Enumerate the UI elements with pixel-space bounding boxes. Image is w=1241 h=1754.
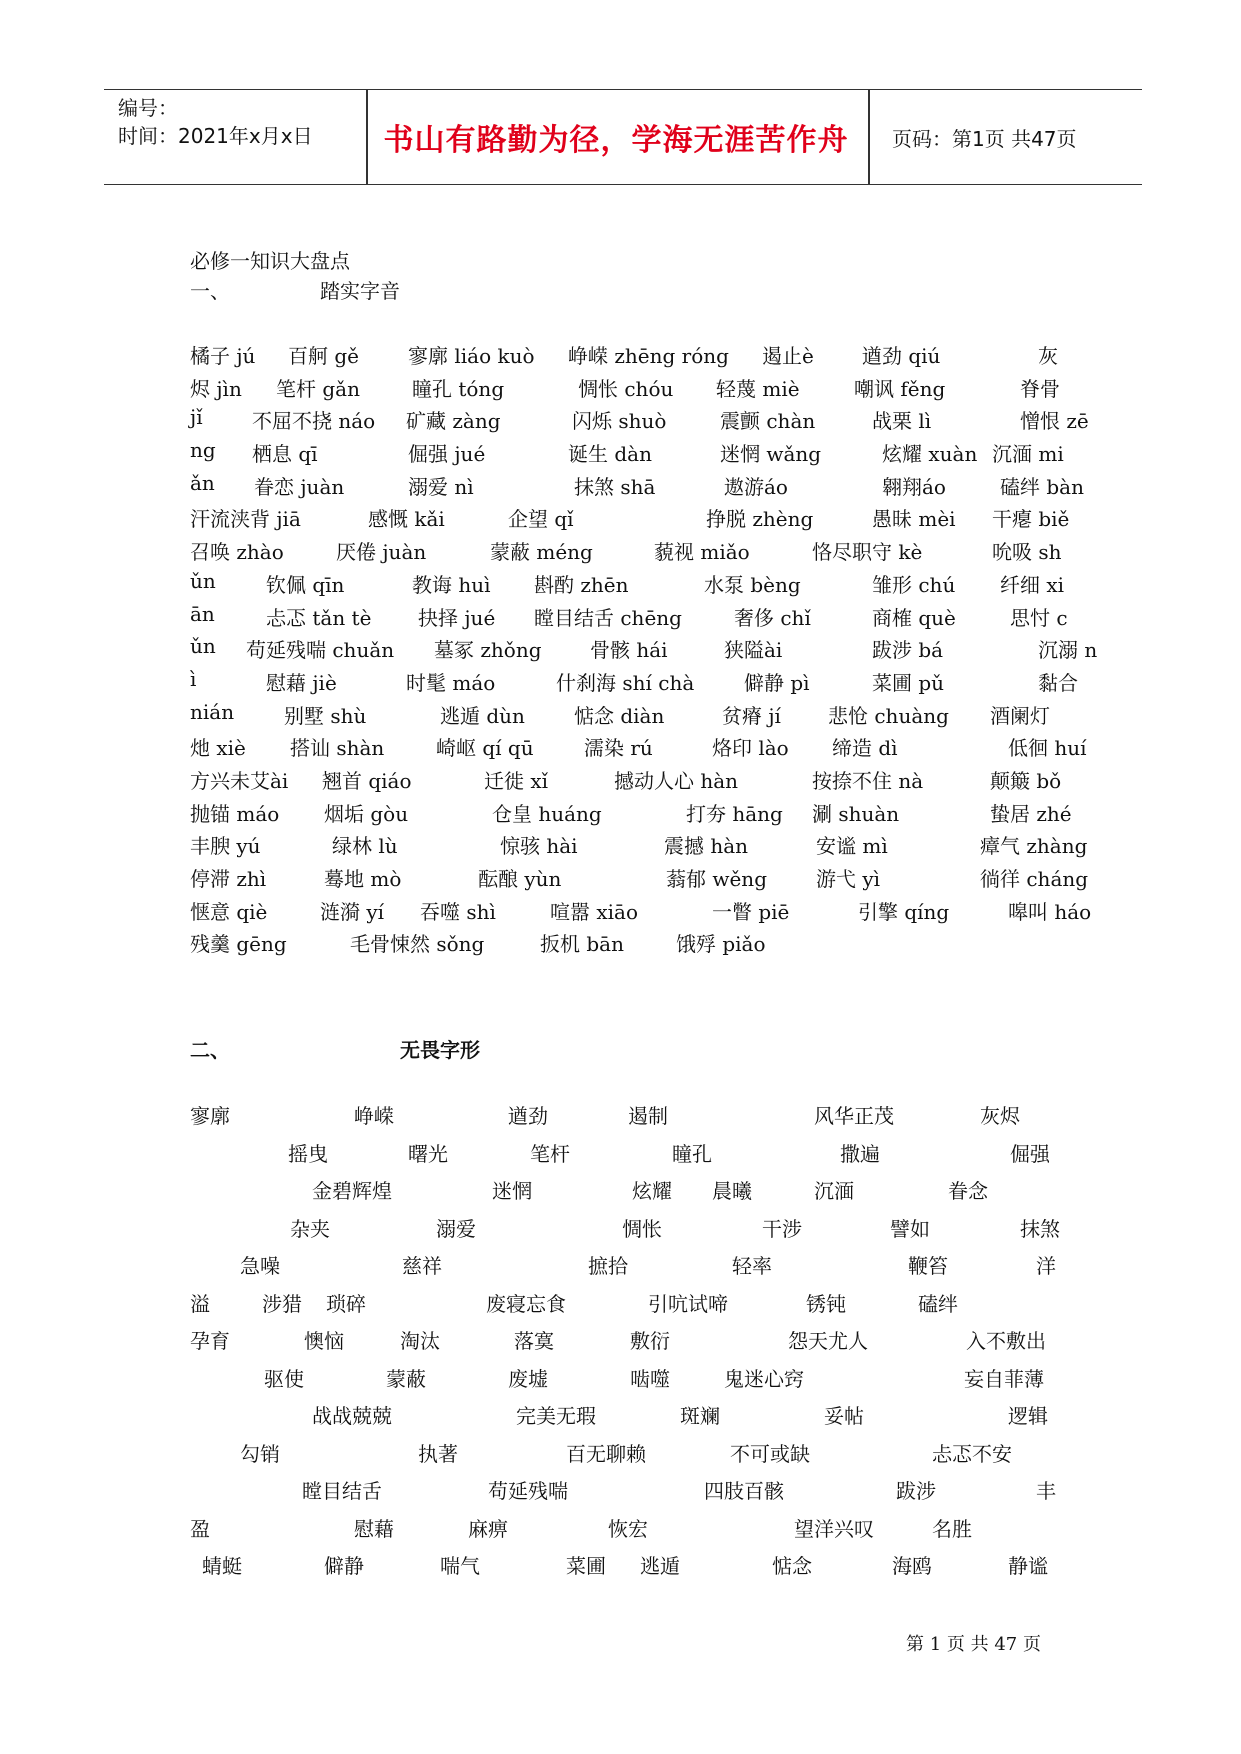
word-entry: 炫耀	[632, 1179, 672, 1203]
header-page-code: 页码：第1页 共47页	[892, 126, 1077, 151]
pinyin-entry: 低徊 huí	[1008, 736, 1087, 761]
word-row	[190, 1213, 1060, 1251]
pinyin-entry: 安谧 mì	[816, 834, 888, 859]
word-entry: 惦念	[772, 1554, 812, 1578]
word-entry: 啮噬	[630, 1366, 670, 1391]
pinyin-entry: 瘴气 zhàng	[980, 834, 1088, 859]
pinyin-entry: jǐ	[190, 405, 203, 430]
pinyin-entry: 战栗 lì	[872, 409, 932, 434]
pinyin-entry: 不屈不挠 náo	[252, 409, 376, 434]
word-entry: 磕绊	[918, 1291, 958, 1316]
pinyin-entry: 眷恋 juàn	[254, 474, 345, 499]
word-row	[190, 1513, 1060, 1551]
page-footer: 第 1 页 共 47 页	[906, 1634, 1041, 1655]
word-row	[190, 1438, 1060, 1476]
pinyin-entry: 憎恨 zē	[1020, 409, 1089, 434]
word-entry: 摭拾	[588, 1254, 628, 1278]
word-list	[190, 1100, 1060, 1588]
word-entry: 洋	[1036, 1254, 1056, 1278]
pinyin-entry: 涮 shuàn	[812, 801, 900, 826]
word-entry: 涉猎	[262, 1291, 302, 1316]
pinyin-row	[190, 340, 1060, 373]
pinyin-row	[190, 666, 1078, 700]
word-entry: 静谧	[1008, 1554, 1048, 1578]
word-entry: 望洋兴叹	[794, 1516, 874, 1541]
word-entry: 抹煞	[1020, 1216, 1060, 1241]
pinyin-entry: ng	[190, 438, 216, 463]
pinyin-entry: 方兴未艾ài	[190, 768, 289, 793]
word-entry: 蜻蜓	[202, 1554, 242, 1578]
pinyin-row	[190, 634, 1098, 667]
pinyin-row	[190, 863, 1089, 896]
pinyin-entry: 惆怅 chóu	[578, 376, 674, 401]
word-entry: 干涉	[762, 1216, 802, 1241]
pinyin-entry: 迁徙 xǐ	[484, 768, 549, 793]
pinyin-entry: 思忖 c	[1010, 605, 1068, 630]
word-row	[190, 1363, 1060, 1401]
word-entry: 敷衍	[630, 1329, 670, 1353]
pinyin-entry: 翘首 qiáo	[322, 768, 412, 793]
word-entry: 倔强	[1010, 1141, 1050, 1166]
word-entry: 轻率	[732, 1254, 772, 1278]
serial-label: 编号：	[118, 96, 178, 120]
pinyin-entry: ǔn	[190, 568, 216, 593]
word-entry: 废墟	[508, 1366, 548, 1391]
pinyin-entry: 涟漪 yí	[320, 899, 385, 924]
pinyin-row	[190, 438, 1064, 471]
word-row	[190, 1175, 1060, 1213]
word-entry: 海鸥	[892, 1554, 932, 1578]
word-row	[190, 1288, 1060, 1326]
pinyin-entry: 磕绊 bàn	[1000, 474, 1084, 499]
pinyin-entry: 沉湎 mi	[992, 442, 1064, 467]
word-entry: 懊恼	[304, 1329, 344, 1353]
section1-title: 踏实字音	[320, 279, 400, 303]
word-entry: 撒遍	[840, 1141, 880, 1166]
word-entry: 金碧辉煌	[312, 1179, 392, 1203]
header-motto: 书山有路勤为径，学海无涯苦作舟	[383, 123, 849, 158]
word-entry: 瞳孔	[672, 1141, 712, 1166]
pinyin-entry: 纤细 xi	[1000, 572, 1065, 597]
pinyin-entry: 骨骸 hái	[590, 638, 668, 663]
word-entry: 妥帖	[824, 1404, 864, 1428]
pinyin-entry: 遒劲 qiú	[862, 344, 941, 368]
pinyin-entry: 震撼 hàn	[664, 834, 749, 859]
pinyin-entry: 逃遁 dùn	[440, 703, 525, 728]
pinyin-entry: 狭隘ài	[724, 638, 783, 663]
pinyin-row	[190, 536, 1060, 569]
pinyin-entry: 打夯 hāng	[686, 801, 783, 826]
word-entry: 杂夹	[290, 1216, 330, 1241]
word-row	[190, 1550, 1060, 1588]
page-header	[104, 89, 1142, 185]
pinyin-entry: 抹煞 shā	[574, 474, 656, 499]
word-entry: 鞭笞	[908, 1254, 948, 1278]
word-entry: 恢宏	[608, 1516, 648, 1541]
word-entry: 譬如	[890, 1216, 930, 1241]
word-entry: 笔杆	[530, 1141, 570, 1166]
word-entry: 四肢百骸	[704, 1479, 784, 1503]
word-entry: 急噪	[240, 1254, 280, 1278]
section2-title: 无畏字形	[400, 1038, 480, 1062]
word-entry: 废寝忘食	[486, 1291, 566, 1316]
word-entry: 灰烬	[980, 1104, 1020, 1128]
pinyin-entry: 溺爱 nì	[408, 474, 474, 499]
pinyin-entry: 遨游áo	[724, 474, 788, 499]
pinyin-entry: 诞生 dàn	[568, 442, 652, 467]
word-entry: 淘汰	[400, 1329, 440, 1353]
pinyin-entry: 遏止è	[762, 344, 814, 368]
pinyin-row	[190, 373, 1060, 406]
word-entry: 麻痹	[468, 1516, 508, 1541]
pinyin-entry: 嘲讽 fěng	[854, 376, 946, 401]
pinyin-entry: 奢侈 chǐ	[734, 605, 811, 630]
word-row	[190, 1325, 1060, 1363]
pinyin-entry: 笔杆 gǎn	[276, 376, 360, 401]
pinyin-entry: 毛骨悚然 sǒng	[350, 932, 485, 957]
word-entry: 僻静	[324, 1554, 364, 1578]
pinyin-entry: 厌倦 juàn	[336, 540, 427, 565]
pinyin-entry: 迷惘 wǎng	[720, 442, 822, 467]
pinyin-entry: 一瞥 piē	[712, 899, 790, 924]
word-entry: 入不敷出	[966, 1329, 1046, 1353]
header-meta	[118, 90, 368, 184]
pinyin-entry: 酒阑灯	[990, 703, 1050, 728]
pinyin-entry: 墓冢 zhǒng	[434, 638, 542, 663]
pinyin-entry: 倔强 jué	[408, 442, 486, 467]
pinyin-entry: 仓皇 huáng	[492, 801, 602, 826]
pinyin-row	[190, 765, 1060, 798]
pinyin-entry: 慰藉 jiè	[266, 670, 337, 695]
pinyin-entry: 饿殍 piǎo	[676, 932, 766, 957]
pinyin-row	[190, 601, 1068, 635]
pinyin-entry: 汗流浃背 jiā	[190, 507, 301, 532]
pinyin-entry: 抛锚 máo	[190, 801, 280, 826]
pinyin-entry: 吮吸 sh	[992, 540, 1062, 565]
pinyin-entry: 绿林 lù	[332, 834, 398, 859]
word-entry: 慈祥	[402, 1254, 442, 1278]
word-entry: 晨曦	[712, 1179, 752, 1203]
pinyin-entry: 蓦地 mò	[324, 867, 402, 891]
word-entry: 战战兢兢	[312, 1404, 392, 1428]
word-entry: 锈钝	[806, 1291, 846, 1316]
pinyin-entry: 跋涉 bá	[872, 638, 944, 663]
pinyin-entry: 瞳孔 tóng	[412, 376, 505, 401]
pinyin-entry: 撼动人心 hàn	[614, 768, 739, 793]
word-entry: 溢	[190, 1291, 210, 1316]
pinyin-entry: 藐视 miǎo	[654, 540, 750, 565]
pinyin-entry: 颠簸 bǒ	[990, 768, 1062, 793]
pinyin-entry: 寥廓 liáo kuò	[408, 344, 535, 368]
word-entry: 喘气	[440, 1554, 480, 1578]
word-entry: 菜圃	[566, 1554, 606, 1578]
doc-title: 必修一知识大盘点	[190, 249, 350, 273]
pinyin-row	[190, 896, 1092, 929]
pinyin-entry: 挣脱 zhèng	[706, 507, 814, 532]
word-entry: 遒劲	[508, 1104, 548, 1128]
pinyin-entry: 惬意 qiè	[190, 899, 268, 924]
pinyin-entry: 停滞 zhì	[190, 867, 267, 891]
pinyin-entry: 蛰居 zhé	[990, 801, 1072, 826]
word-entry: 勾销	[240, 1441, 280, 1466]
word-entry: 丰	[1036, 1479, 1056, 1503]
pinyin-row	[190, 405, 1089, 438]
pinyin-entry: 轻蔑 miè	[716, 376, 800, 401]
pinyin-entry: 灺 xiè	[190, 736, 246, 761]
word-entry: 落寞	[514, 1329, 554, 1353]
pinyin-row	[190, 700, 1060, 733]
pinyin-entry: 脊骨	[1020, 376, 1060, 401]
pinyin-entry: ān	[190, 601, 215, 626]
word-row	[190, 1138, 1060, 1176]
word-entry: 眷念	[948, 1179, 988, 1203]
pinyin-row	[190, 732, 1087, 765]
word-entry: 峥嵘	[354, 1104, 394, 1128]
time-label: 时间：2021年x月x日	[118, 124, 313, 148]
word-entry: 跋涉	[896, 1479, 936, 1503]
word-entry: 妄自菲薄	[964, 1366, 1044, 1391]
pinyin-row	[190, 503, 1070, 536]
pinyin-entry: 贫瘠 jí	[722, 703, 781, 728]
pinyin-entry: 震颤 chàn	[720, 409, 816, 434]
pinyin-entry: 恪尽职守 kè	[812, 540, 923, 565]
word-entry: 盈	[190, 1516, 210, 1541]
pinyin-entry: 时髦 máo	[406, 670, 496, 695]
word-entry: 琐碎	[326, 1291, 366, 1316]
pinyin-entry: 惦念 diàn	[574, 703, 665, 728]
pinyin-row	[190, 568, 1065, 602]
pinyin-entry: 崎岖 qí qū	[436, 736, 534, 761]
pinyin-entry: ǎn	[190, 470, 215, 495]
pinyin-entry: 橘子 jú	[190, 344, 256, 368]
word-entry: 慰藉	[354, 1516, 394, 1541]
word-entry: 摇曳	[288, 1141, 328, 1166]
word-entry: 风华正茂	[814, 1104, 894, 1128]
pinyin-entry: 丰腴 yú	[190, 834, 261, 859]
doc-intro	[190, 246, 1060, 306]
pinyin-entry: 烬 jìn	[190, 376, 242, 401]
pinyin-entry: 召唤 zhào	[190, 540, 284, 565]
pinyin-row	[190, 798, 1072, 831]
pinyin-entry: 濡染 rú	[584, 736, 653, 761]
pinyin-entry: 什刹海 shí chà	[556, 670, 695, 695]
pinyin-entry: 炫耀 xuàn	[882, 442, 978, 467]
pinyin-entry: 喧嚣 xiāo	[550, 899, 638, 924]
word-entry: 驱使	[264, 1366, 304, 1391]
word-entry: 执著	[418, 1441, 458, 1466]
pinyin-entry: 斟酌 zhēn	[534, 572, 629, 597]
word-entry: 溺爱	[436, 1216, 476, 1241]
pinyin-entry: 瞠目结舌 chēng	[534, 605, 682, 630]
word-entry: 遏制	[628, 1104, 668, 1128]
word-entry: 完美无瑕	[516, 1404, 596, 1428]
pinyin-list	[190, 340, 1098, 961]
pinyin-entry: 菜圃 pǔ	[872, 670, 945, 695]
pinyin-entry: nián	[190, 699, 235, 724]
pinyin-entry: 惊骇 hài	[500, 834, 578, 859]
pinyin-entry: 栖息 qī	[252, 442, 318, 467]
pinyin-entry: 矿藏 zàng	[406, 409, 501, 434]
word-entry: 苟延残喘	[488, 1479, 568, 1503]
pinyin-entry: 企望 qǐ	[508, 507, 574, 532]
word-entry: 不可或缺	[730, 1441, 810, 1466]
pinyin-entry: 沉溺 n	[1038, 638, 1098, 663]
word-entry: 逃遁	[640, 1554, 680, 1578]
word-entry: 迷惘	[492, 1179, 532, 1203]
pinyin-entry: 搭讪 shàn	[290, 736, 385, 761]
word-row	[190, 1100, 1060, 1138]
pinyin-entry: 抉择 jué	[418, 605, 496, 630]
pinyin-entry: 商榷 què	[872, 605, 956, 630]
pinyin-entry: 酝酿 yùn	[478, 867, 562, 891]
pinyin-entry: 蒙蔽 méng	[490, 540, 593, 565]
section2-number: 二、	[190, 1038, 230, 1062]
pinyin-entry: 雏形 chú	[872, 572, 956, 597]
pinyin-entry: 缔造 dì	[832, 736, 898, 761]
word-entry: 怨天尤人	[788, 1329, 868, 1353]
pinyin-entry: 扳机 bān	[540, 932, 624, 957]
pinyin-row	[190, 928, 1060, 961]
pinyin-entry: 百舸 gě	[288, 344, 359, 368]
pinyin-entry: 黏合	[1038, 670, 1078, 695]
pinyin-entry: 引擎 qíng	[858, 899, 950, 924]
pinyin-entry: 干瘪 biě	[992, 507, 1070, 532]
pinyin-entry: 峥嵘 zhēng róng	[568, 344, 729, 368]
word-entry: 斑斓	[680, 1404, 720, 1428]
pinyin-entry: 水泵 bèng	[704, 572, 801, 597]
word-entry: 曙光	[408, 1141, 448, 1166]
pinyin-entry: 烙印 lào	[712, 736, 789, 761]
word-entry: 寥廓	[190, 1104, 230, 1128]
pinyin-entry: 愚昧 mèi	[872, 507, 956, 532]
word-entry: 逻辑	[1008, 1404, 1048, 1428]
pinyin-entry: 蓊郁 wěng	[666, 867, 767, 891]
word-row	[190, 1400, 1060, 1438]
pinyin-row	[190, 830, 1088, 863]
section1-number: 一、	[190, 279, 230, 303]
pinyin-entry: 忐忑 tǎn tè	[266, 605, 372, 630]
pinyin-entry: 感慨 kǎi	[368, 507, 445, 532]
word-entry: 孕育	[190, 1329, 230, 1353]
pinyin-entry: 僻静 pì	[744, 670, 810, 695]
word-entry: 惆怅	[622, 1216, 662, 1241]
pinyin-entry: 残羹 gēng	[190, 932, 287, 957]
word-entry: 百无聊赖	[566, 1441, 646, 1466]
pinyin-entry: 教诲 huì	[412, 572, 491, 597]
pinyin-entry: 闪烁 shuò	[572, 409, 667, 434]
pinyin-entry: 嗥叫 háo	[1008, 899, 1092, 924]
pinyin-entry: 按捺不住 nà	[812, 768, 924, 793]
pinyin-entry: 烟垢 gòu	[324, 801, 409, 826]
pinyin-entry: 悲怆 chuàng	[828, 703, 949, 728]
pinyin-entry: ì	[190, 666, 197, 691]
pinyin-entry: 灰	[1038, 344, 1058, 368]
word-row	[190, 1475, 1060, 1513]
word-entry: 沉湎	[814, 1179, 854, 1203]
word-entry: 忐忑不安	[932, 1441, 1012, 1466]
word-entry: 鬼迷心窍	[724, 1366, 804, 1391]
pinyin-entry: 钦佩 qīn	[266, 572, 345, 597]
pinyin-entry: 翱翔áo	[882, 474, 946, 499]
pinyin-entry: 别墅 shù	[284, 703, 367, 728]
word-entry: 蒙蔽	[386, 1366, 426, 1391]
pinyin-entry: ǔn	[190, 634, 216, 659]
pinyin-row	[190, 470, 1084, 504]
word-entry: 名胜	[932, 1516, 972, 1541]
pinyin-entry: 吞噬 shì	[420, 899, 496, 924]
word-row	[190, 1250, 1060, 1288]
pinyin-entry: 徜徉 cháng	[980, 867, 1089, 891]
pinyin-entry: 游弋 yì	[816, 867, 881, 891]
word-entry: 引吭试啼	[648, 1291, 728, 1316]
pinyin-entry: 苟延残喘 chuǎn	[246, 638, 395, 663]
section1-heading	[190, 276, 1060, 306]
word-entry: 瞠目结舌	[302, 1479, 382, 1503]
